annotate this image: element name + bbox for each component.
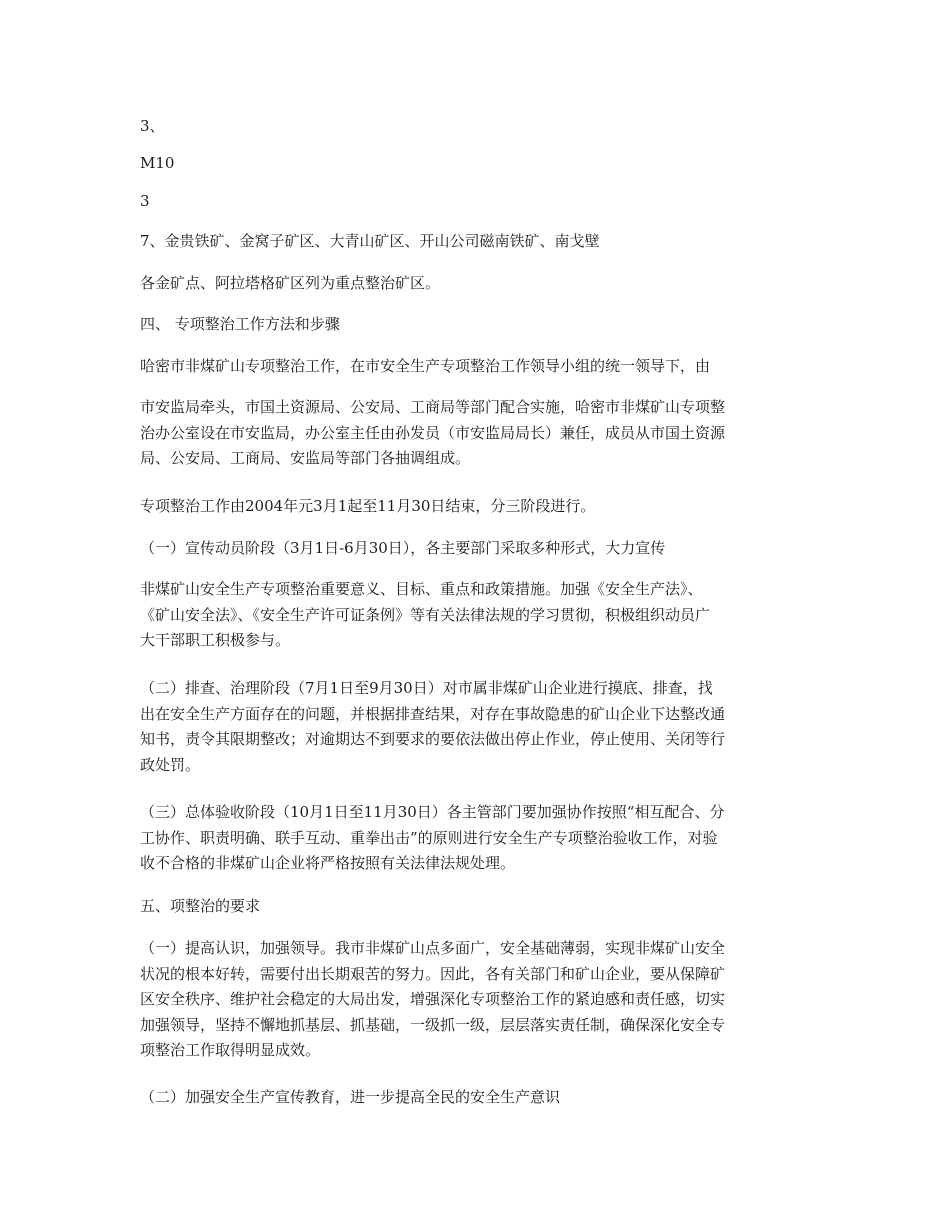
paragraph-9	[140, 494, 812, 520]
paragraph-10	[140, 536, 812, 562]
paragraph-5	[140, 271, 812, 297]
paragraph-2	[140, 151, 812, 177]
section-heading-4	[140, 312, 812, 338]
text-line: 项整治工作取得明显成效。	[140, 1041, 321, 1060]
paragraph-3	[140, 189, 812, 215]
text-line: （一）宣传动员阶段（3月1日-6月30日），各主要部门采取多种形式，大力宣传	[140, 539, 666, 557]
text-line: （三）总体验收阶段（10月1日至11月30日）各主管部门要加强协作按照“相互配合、分	[140, 803, 725, 821]
text-line: 五、项整治的要求	[140, 897, 261, 915]
text-line: 7、金贵铁矿、金窝子矿区、大青山矿区、开山公司磁南铁矿、南戈壁	[140, 232, 600, 250]
paragraph-4	[140, 229, 812, 255]
text-line: 治办公室设在市安监局，办公室主任由孙发员（市安监局局长）兼任，成员从市国土资源	[140, 423, 726, 442]
text-line: 专项整治工作由2004年元3月1起至11月30日结束，分三阶段进行。	[140, 497, 596, 515]
text-line: 政处罚。	[140, 755, 201, 774]
text-line: 状况的根本好转，需要付出长期艰苦的努力。因此，各有关部门和矿山企业，要从保障矿	[140, 964, 726, 983]
text-line: （二）加强安全生产宣传教育，进一步提高全民的安全生产意识	[140, 1088, 561, 1106]
text-line: （一）提高认识，加强领导。我市非煤矿山点多面广，安全基础薄弱，实现非煤矿山安全	[140, 939, 726, 957]
paragraph-13	[140, 800, 812, 877]
text-line: 哈密市非煤矿山专项整治工作，在市安全生产专项整治工作领导小组的统一领导下，由	[140, 357, 711, 375]
paragraph-7	[140, 354, 812, 380]
text-line: 局、公安局、工商局、安监局等部门各抽调组成。	[140, 449, 471, 468]
paragraph-16	[140, 1085, 812, 1111]
text-line: 工协作、职责明确、联手互动、重拳出击”的原则进行安全生产专项整治验收工作，对验	[140, 828, 718, 847]
paragraph-8	[140, 395, 812, 472]
text-line: 大干部职工积极参与。	[140, 631, 291, 650]
text-line: 出在安全生产方面存在的问题，并根据排查结果，对存在事故隐患的矿山企业下达整改通	[140, 704, 726, 723]
paragraph-11	[140, 577, 812, 654]
text-line: 市安监局牵头，市国土资源局、公安局、工商局等部门配合实施，哈密市非煤矿山专项整	[140, 398, 726, 416]
text-line: 区安全秩序、维护社会稳定的大局出发，增强深化专项整治工作的紧迫感和责任感，切实	[140, 990, 726, 1009]
paragraph-1	[140, 114, 812, 140]
text-line: 加强领导，坚持不懈地抓基层、抓基础，一级抓一级，层层落实责任制，确保深化安全专	[140, 1015, 726, 1034]
section-heading-5	[140, 894, 812, 920]
text-line: 3、	[140, 117, 165, 135]
paragraph-15	[140, 936, 812, 1064]
paragraph-12	[140, 676, 812, 778]
text-line: 收不合格的非煤矿山企业将严格按照有关法律法规处理。	[140, 854, 516, 873]
text-line: 非煤矿山安全生产专项整治重要意义、目标、重点和政策措施。加强《安全生产法》、	[140, 580, 703, 598]
text-line: 四、 专项整治工作方法和步骤	[140, 315, 340, 333]
text-line: 《矿山安全法》、《安全生产许可证条例》等有关法律法规的学习贯彻，积极组织动员广	[140, 605, 711, 624]
text-line: 各金矿点、阿拉塔格矿区列为重点整治矿区。	[140, 274, 441, 292]
text-line: 3	[140, 192, 150, 210]
text-line: 知书，责令其限期整改；对逾期达不到要求的要依法做出停止作业，停止使用、关闭等行	[140, 730, 726, 749]
text-line: M10	[140, 154, 175, 172]
text-line: （二）排查、治理阶段（7月1日至9月30日）对市属非煤矿山企业进行摸底、排查，找	[140, 679, 713, 697]
